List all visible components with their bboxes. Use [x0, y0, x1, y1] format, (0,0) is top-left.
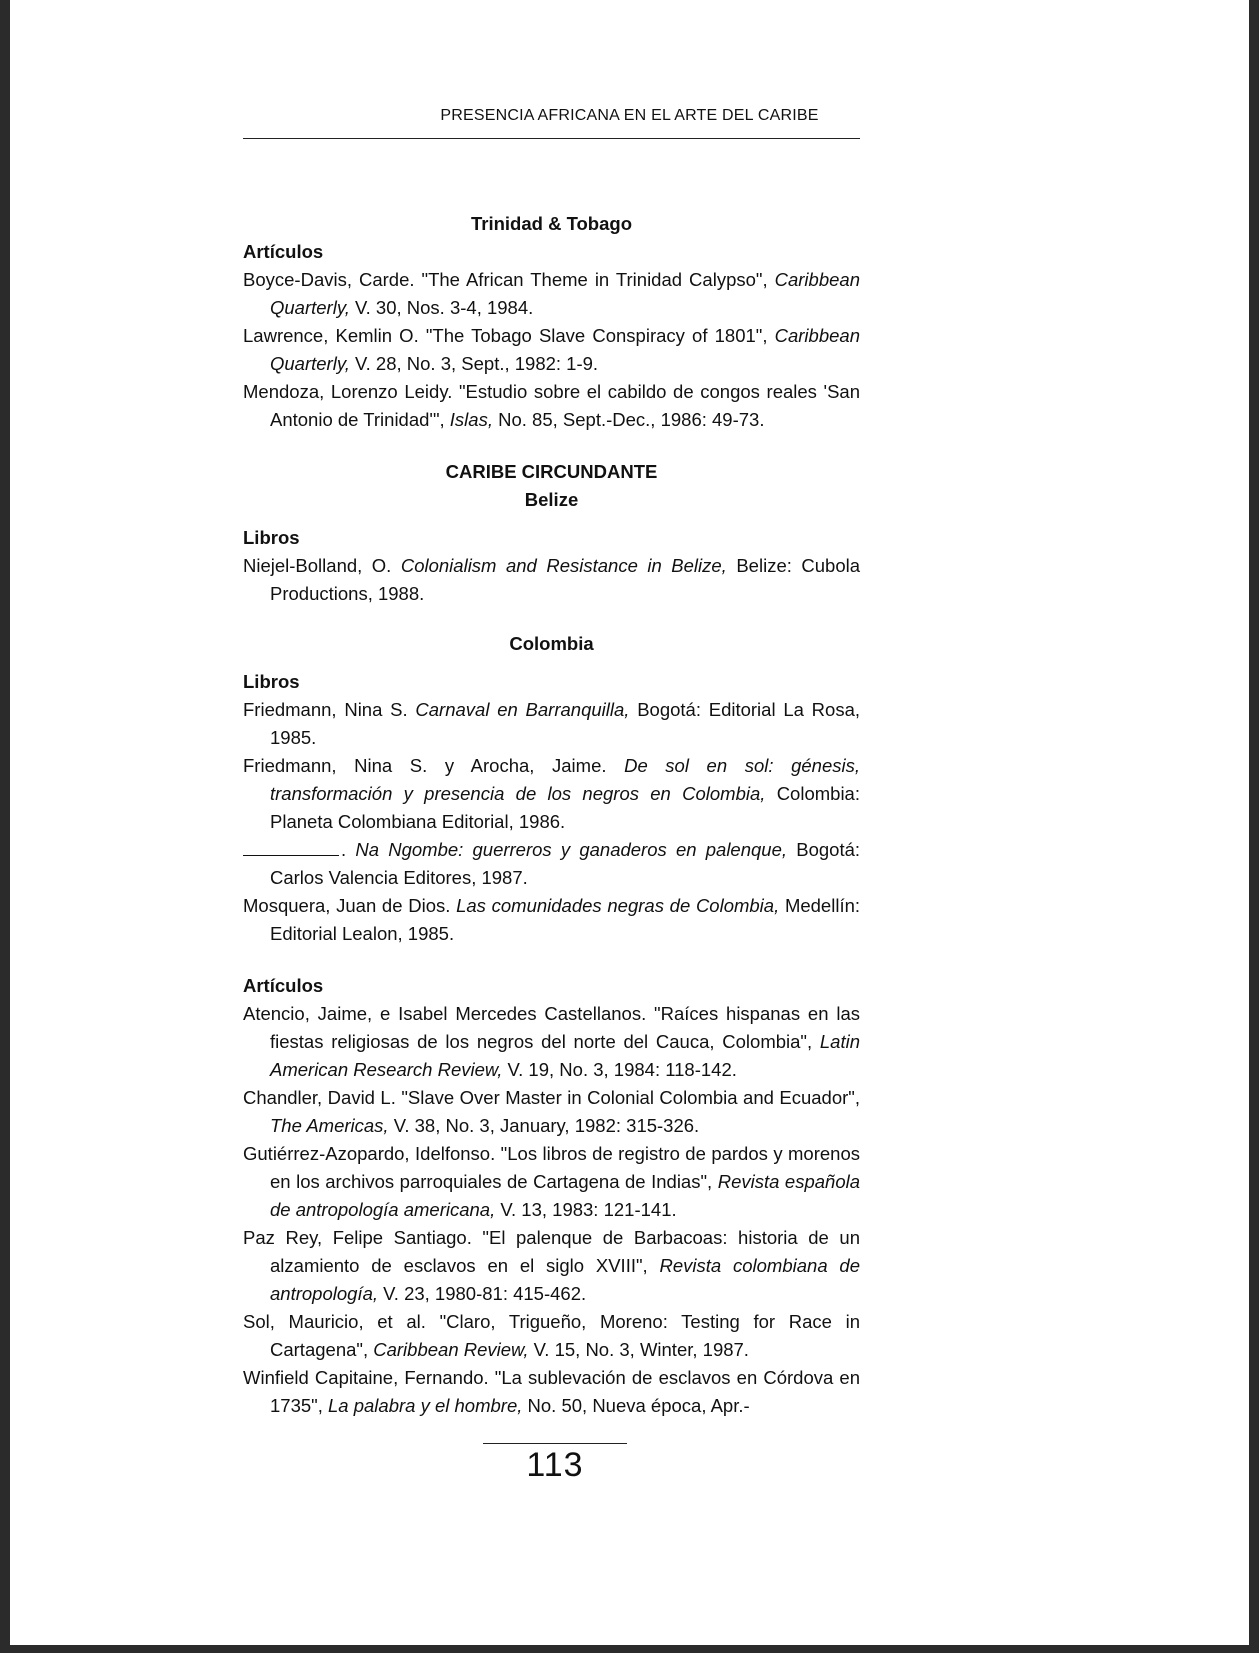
subsection-label-libros: Libros	[243, 671, 300, 692]
section-heading-trinidad: Trinidad & Tobago	[470, 213, 632, 234]
entry-list-colombia-libros	[243, 696, 860, 948]
running-head: PRESENCIA AFRICANA EN EL ARTE DEL CARIBE	[440, 107, 819, 124]
bib-entry: Lawrence, Kemlin O. "The Tobago Slave Conspiracy of 1801", Caribbean Quarterly, V. 28, No. 3, Sept., 1982: 1-9.	[243, 325, 860, 374]
bib-entry: Niejel-Bolland, O. Colonialism and Resistance in Belize, Belize: Cubola Productions, 1988.	[243, 555, 861, 604]
subsection-label-articulos: Artículos	[243, 241, 324, 262]
bib-entry: Chandler, David L. "Slave Over Master in Colonial Colombia and Ecuador", The Americas, V. 38, No. 3, January, 1982: 315-326.	[243, 1087, 860, 1136]
bib-entry: Boyce-Davis, Carde. "The African Theme in Trinidad Calypso", Caribbean Quarterly, V. 30, Nos. 3-4, 1984.	[243, 269, 860, 318]
subsection-label-articulos: Artículos	[243, 975, 324, 996]
bib-entry: Paz Rey, Felipe Santiago. "El palenque de Barbacoas: historia de un alzamiento de esclavos en el siglo XVIII", Revista colombiana de antropología, V. 23, 1980-81: 415-462.	[243, 1227, 860, 1304]
bib-entry: Sol, Mauricio, et al. "Claro, Trigueño, Moreno: Testing for Race in Cartagena", Caribbean Review, V. 15, No. 3, Winter, 1987.	[243, 1311, 860, 1360]
ditto-rule	[243, 855, 339, 856]
bib-entry: Friedmann, Nina S. y Arocha, Jaime. De sol en sol: génesis, transformación y presencia de los negros en Colombia, Colombia: Planeta Colombiana Editorial, 1986.	[243, 755, 860, 832]
header-rule	[243, 138, 860, 139]
section-heading-belize: Belize	[524, 489, 579, 510]
entry-list-trinidad	[243, 266, 860, 434]
region-heading: CARIBE CIRCUNDANTE	[445, 461, 658, 482]
bib-entry: . Na Ngombe: guerreros y ganaderos en palenque, Bogotá: Carlos Valencia Editores, 1987.	[243, 836, 860, 892]
subsection-label-libros: Libros	[243, 527, 300, 548]
entry-list-colombia-articulos	[243, 1000, 860, 1420]
bib-entry: Atencio, Jaime, e Isabel Mercedes Castellanos. "Raíces hispanas en las fiestas religiosas de los negros del norte del Cauca, Colombia", Latin American Research Review, V. 19, No. 3, 1984: 118-142.	[243, 1003, 860, 1080]
footer-rule	[483, 1443, 627, 1444]
bib-entry: Friedmann, Nina S. Carnaval en Barranquilla, Bogotá: Editorial La Rosa, 1985.	[243, 699, 861, 748]
bib-entry: Mendoza, Lorenzo Leidy. "Estudio sobre el cabildo de congos reales 'San Antonio de Trinidad'", Islas, No. 85, Sept.-Dec., 1986: 49-73.	[243, 381, 860, 430]
bib-entry: Mosquera, Juan de Dios. Las comunidades negras de Colombia, Medellín: Editorial Lealon, 1985.	[243, 895, 861, 944]
bib-entry: Gutiérrez-Azopardo, Idelfonso. "Los libros de registro de pardos y morenos en los archivos parroquiales de Cartagena de Indias", Revista española de antropología americana, V. 13, 1983: 121-141.	[243, 1143, 861, 1220]
page	[10, 0, 1249, 1645]
bib-entry: Winfield Capitaine, Fernando. "La sublevación de esclavos en Córdova en 1735", La palabra y el hombre, No. 50, Nueva época, Apr.-	[243, 1367, 860, 1416]
page-number: 113	[526, 1446, 584, 1484]
bibliography-content	[243, 210, 860, 1420]
section-heading-colombia: Colombia	[509, 633, 594, 654]
